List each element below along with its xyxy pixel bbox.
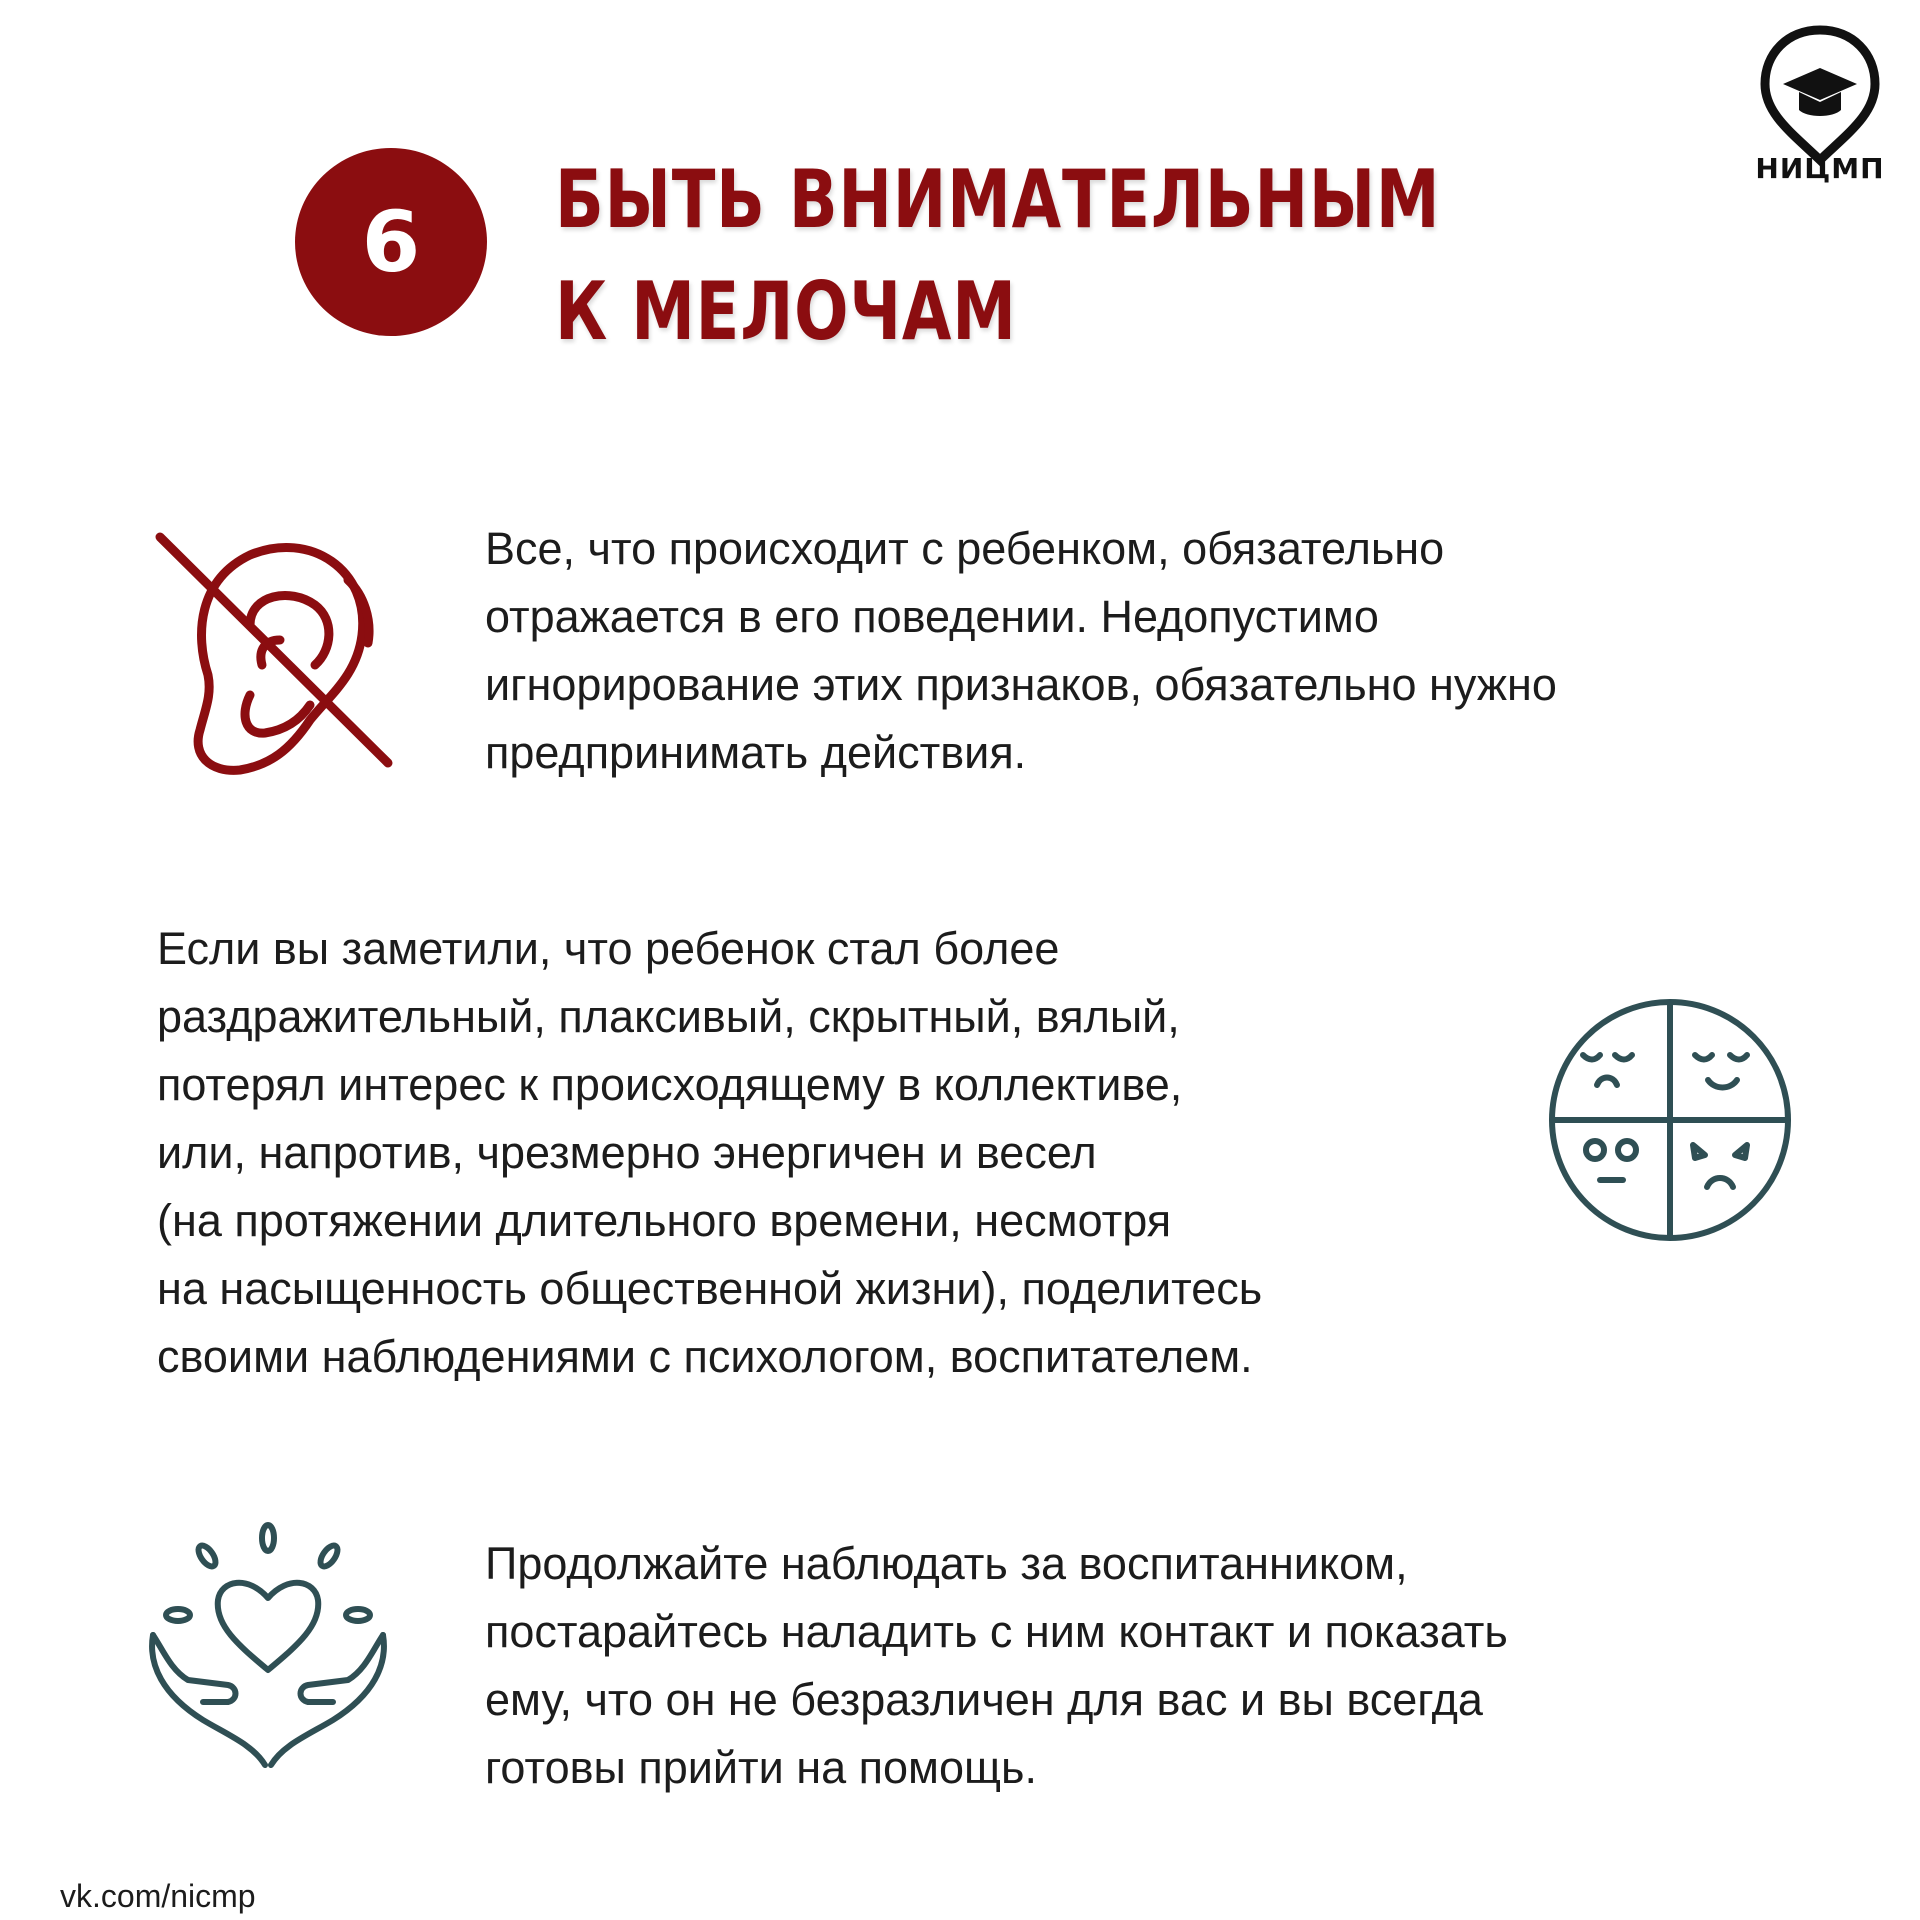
footer-link[interactable]: vk.com/nicmp — [60, 1878, 256, 1914]
heart-in-hands-icon — [143, 1520, 393, 1770]
emotions-circle-icon — [1545, 995, 1795, 1245]
logo-text: НИЦМП — [1755, 152, 1885, 185]
page-title-line2: К МЕЛОЧАМ — [555, 265, 1017, 358]
section-3-text: Продолжайте наблюдать за воспитанником, постарайтесь наладить с ним контакт и показать ему, что он не безразличен для вас и вы всегда готовы прийти на помощь. — [485, 1538, 1508, 1793]
section-2-text: Если вы заметили, что ребенок стал более раздражительный, плаксивый, скрытный, вялый, потерял интерес к происходящему в коллективе, или, напротив, чрезмерно энергичен и весел (на протяжении длительного времени, несмотря на насыщенность общественной жизни), поделитесь своими наблюдениями с психологом, воспитателем. — [157, 923, 1263, 1382]
crossed-ear-icon — [150, 525, 400, 780]
step-number-badge — [295, 148, 487, 336]
step-number: 6 — [361, 193, 421, 291]
page-title-line1: БЫТЬ ВНИМАТЕЛЬНЫМ — [555, 153, 1441, 246]
section-1-text: Все, что происходит с ребенком, обязательно отражается в его поведении. Недопустимо игнорирование этих признаков, обязательно нужно предпринимать действия. — [485, 523, 1557, 778]
